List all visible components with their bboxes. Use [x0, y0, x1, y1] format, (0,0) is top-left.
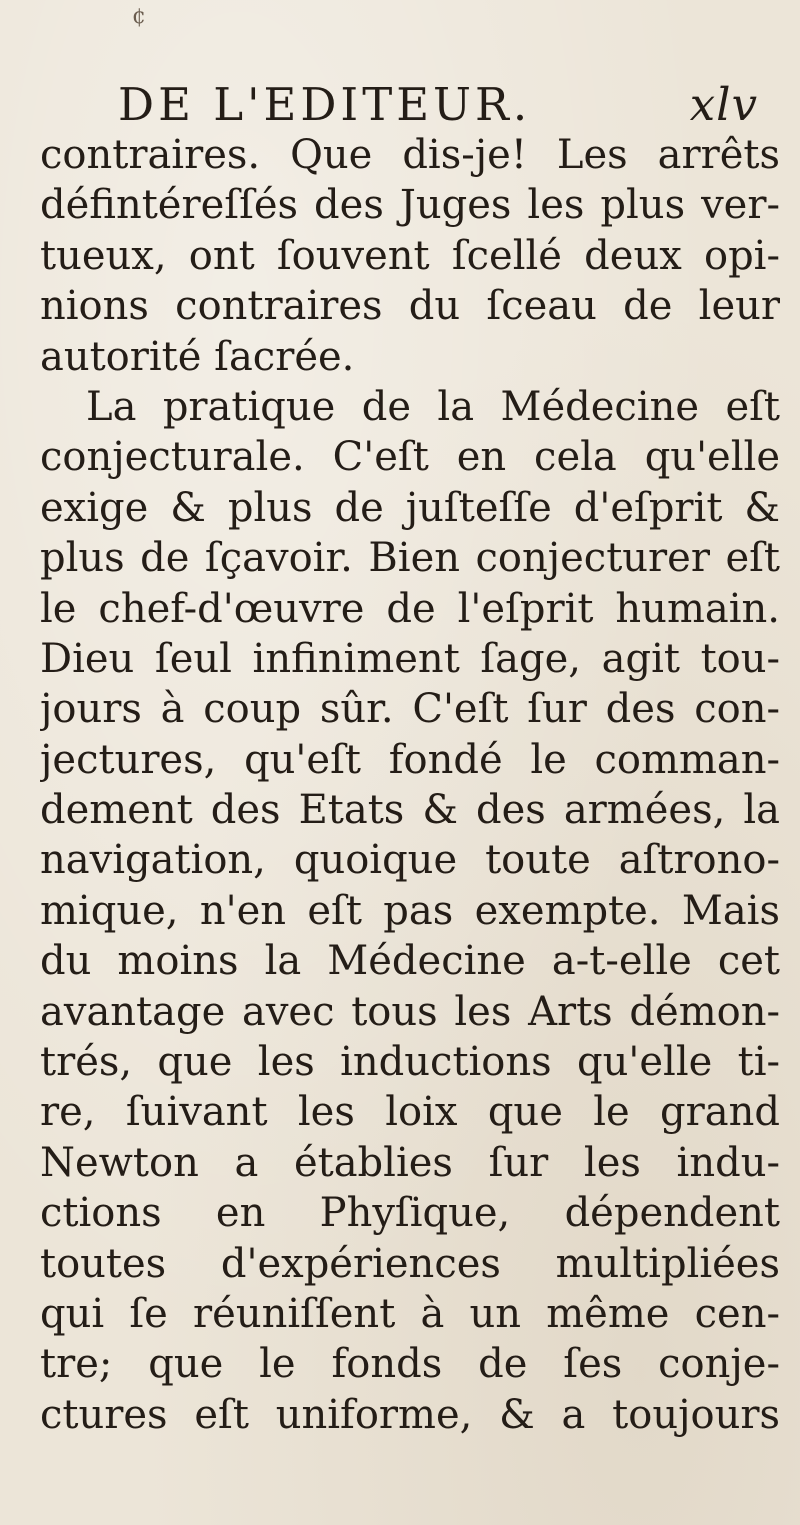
text-line: re, ſuivant les loix que le grand — [40, 1089, 780, 1136]
text-line: ctions en Phyſique, dépendent — [40, 1190, 780, 1237]
text-line: mique, n'en eſt pas exempte. Mais — [40, 887, 780, 934]
text-line: jours à coup sûr. C'eſt ſur des con- — [40, 686, 780, 733]
text-line: qui ſe réuniſſent à un même cen- — [40, 1290, 780, 1337]
running-title: DE L'EDITEUR. — [118, 78, 532, 131]
text-line: le chef-d'œuvre de l'eſprit humain. — [40, 585, 780, 632]
text-line: Newton a établies ſur les indu- — [40, 1139, 780, 1186]
text-line: trés, que les inductions qu'elle ti- — [40, 1039, 780, 1086]
text-line: jectures, qu'eſt fondé le comman- — [40, 736, 780, 783]
text-line: navigation, quoique toute aſtrono- — [40, 837, 780, 884]
text-line: avantage avec tous les Arts démon- — [40, 988, 780, 1035]
text-line: tre; que le fonds de ſes conje- — [40, 1341, 780, 1388]
text-line: ctures eſt uniforme, & a toujours — [40, 1391, 780, 1438]
text-line: défintéreſſés des Juges les plus ver- — [40, 182, 780, 229]
text-line: conjecturale. C'eſt en cela qu'elle — [40, 434, 780, 481]
running-header — [118, 78, 758, 131]
text-line: dement des Etats & des armées, la — [40, 787, 780, 834]
text-line: exige & plus de juſteſſe d'eſprit & — [40, 484, 780, 531]
text-line: contraires. Que dis-je! Les arrêts — [40, 132, 780, 178]
page-number: xlv — [689, 78, 758, 131]
text-line: du moins la Médecine a-t-elle cet — [40, 938, 780, 985]
text-line: Dieu ſeul infiniment ſage, agit tou- — [40, 635, 780, 682]
corner-mark: ¢ — [132, 4, 146, 29]
paragraph-start-line: La pratique de la Médecine eſt — [86, 383, 780, 430]
text-line: autorité ſacrée. — [40, 333, 355, 380]
text-line: tueux, ont ſouvent ſcellé deux opi- — [40, 232, 780, 279]
body-text — [40, 130, 780, 1440]
text-line: toutes d'expériences multipliées — [40, 1240, 780, 1287]
text-line: plus de ſçavoir. Bien conjecturer eſt — [40, 535, 780, 582]
text-line: nions contraires du ſceau de leur — [40, 283, 780, 330]
